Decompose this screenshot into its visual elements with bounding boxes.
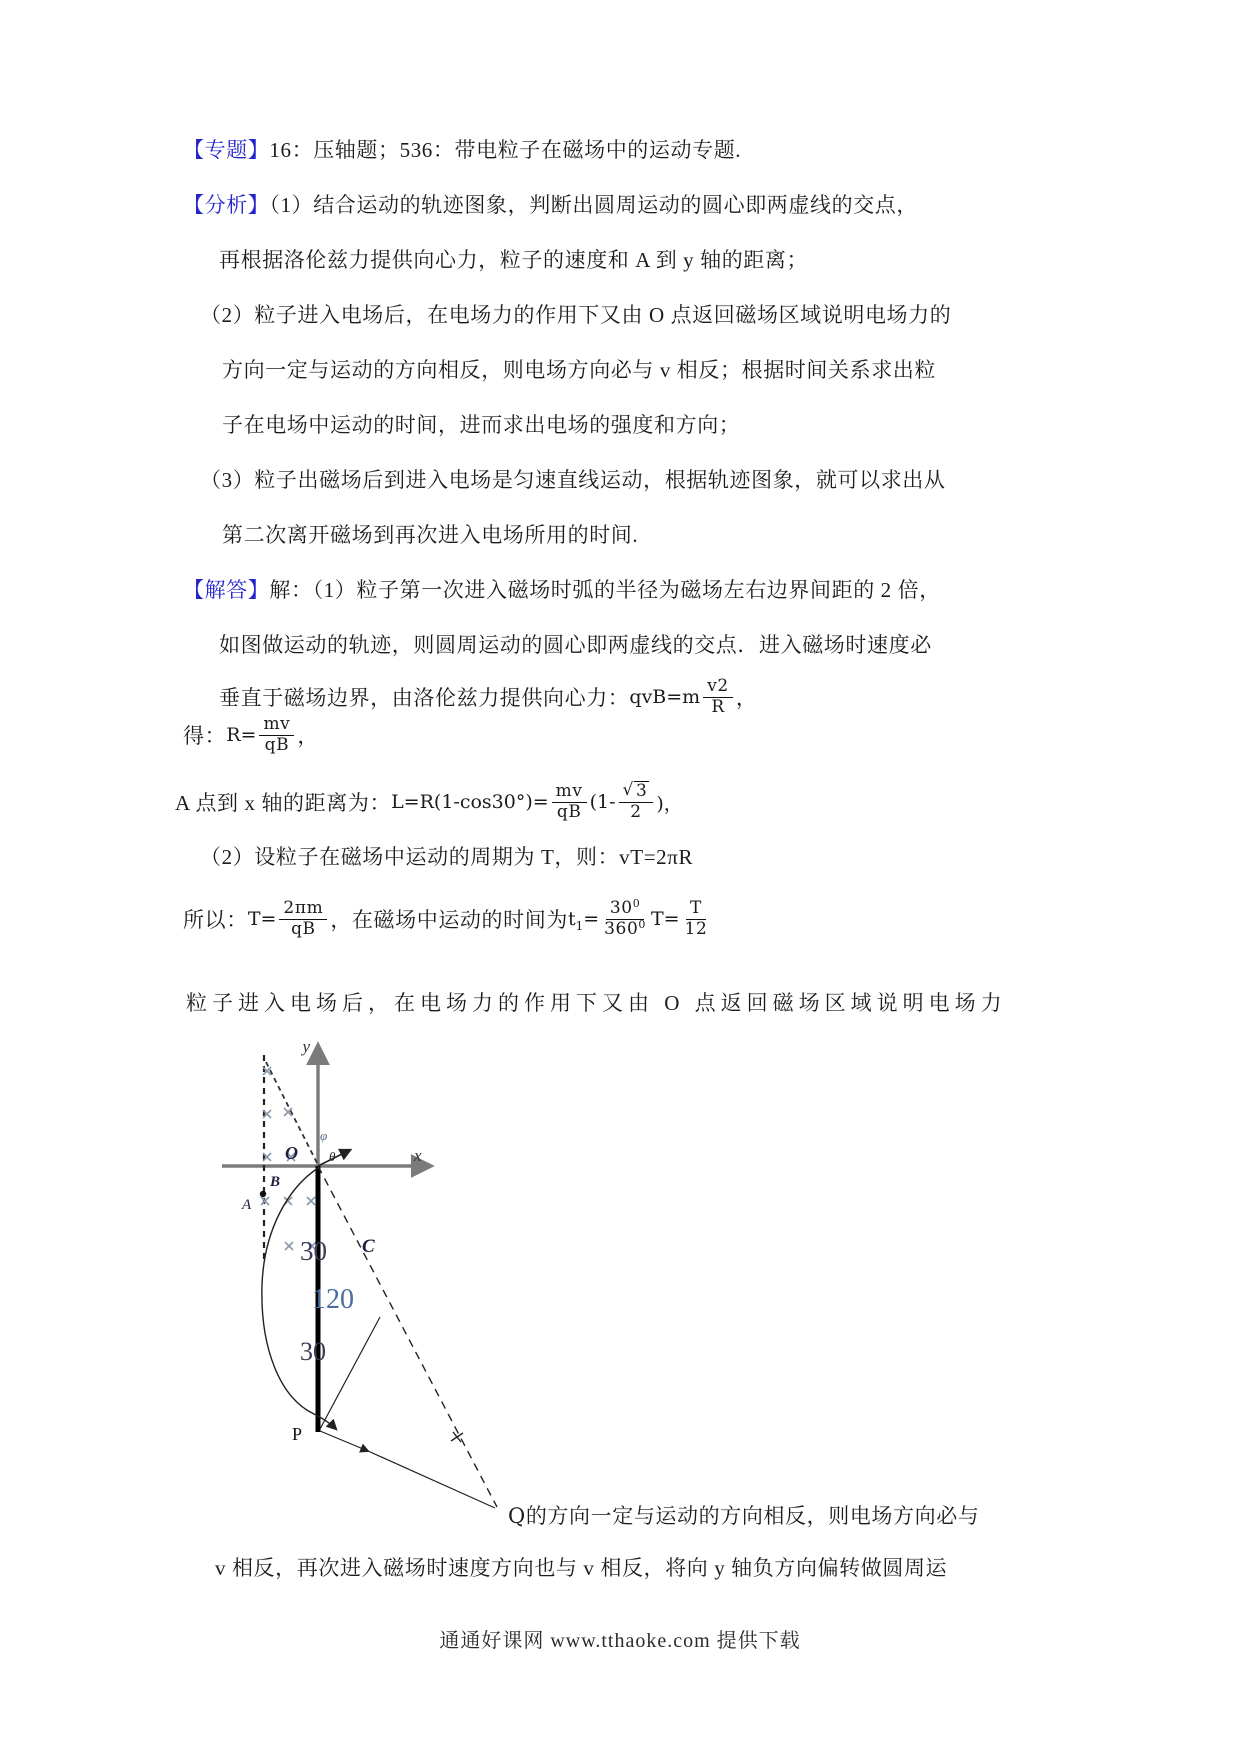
analysis-text-5: 子在电场中运动的时间，进而求出电场的强度和方向；	[222, 413, 741, 437]
phi-angle-label: φ	[320, 1128, 328, 1143]
answer-text-9: 粒子进入电场后，在电场力的作用下又由 O 点返回磁场区域说明电场力	[186, 991, 1007, 1015]
page-footer	[0, 1624, 1240, 1653]
comma: ，	[297, 724, 319, 748]
sqrt-symbol: √	[622, 780, 634, 801]
answer-label: 【解答】	[183, 578, 270, 602]
lorentz-pretext: 垂直于磁场边界，由洛伦兹力提供向心力：	[219, 686, 630, 710]
frac-den: R	[711, 696, 725, 717]
distance-pretext: A 点到 x 轴的距离为：	[175, 791, 392, 815]
frac-num: T	[686, 899, 706, 920]
paren-close: )，	[656, 792, 683, 815]
line-O-to-Q-dashed	[318, 1166, 497, 1507]
formula-line-period-setup	[200, 843, 693, 871]
last-body-line	[215, 1554, 947, 1582]
field-into-page-marker	[285, 1242, 293, 1250]
sqrt-radicand: 3	[635, 781, 648, 802]
footer-text: 通通好课网 www.tthaoke.com 提供下载	[439, 1630, 801, 1652]
fraction-T-12	[683, 899, 710, 939]
analysis-line-2	[219, 246, 808, 274]
radius-lhs: R=	[226, 724, 257, 746]
origin-label: O	[285, 1143, 298, 1163]
analysis-line-3	[200, 301, 951, 329]
analysis-line-1	[183, 191, 918, 219]
answer-text-2: 如图做运动的轨迹，则圆周运动的圆心即两虚线的交点．进入磁场时速度必	[219, 633, 932, 657]
time-midtext: ，在磁场中运动的时间为	[330, 908, 568, 932]
period-setup-text: （2）设粒子在磁场中运动的周期为 T，则：vT=2πR	[200, 845, 694, 869]
last-line-text: v 相反，再次进入磁场时速度方向也与 v 相反，将向 y 轴负方向偏转做圆周运	[215, 1556, 948, 1580]
answer-text-1: 解：（1）粒子第一次进入磁场时弧的半径为磁场左右边界间距的 2 倍，	[269, 578, 941, 602]
t-base: t	[567, 908, 576, 930]
answer-line-9	[186, 989, 1007, 1017]
time-lhs: T=	[247, 908, 277, 930]
tick-mark	[451, 1432, 463, 1442]
analysis-line-5	[222, 411, 740, 439]
frac-num: v2	[703, 677, 733, 698]
analysis-line-4	[222, 356, 936, 384]
t1-symbol	[567, 908, 600, 933]
frac-num: 2πm	[279, 899, 327, 920]
den-base: 360	[604, 918, 639, 939]
formula-line-time	[183, 890, 712, 948]
frac-num: mv	[259, 715, 294, 736]
analysis-text-2: 再根据洛伦兹力提供向心力，粒子的速度和 A 到 y 轴的距离；	[219, 248, 809, 272]
line-P-to-Q-arrow	[320, 1431, 368, 1451]
den-sup: 0	[638, 917, 646, 931]
analysis-text-3: （2）粒子进入电场后，在电场力的作用下又由 O 点返回磁场区域说明电场力的	[200, 303, 952, 327]
q-line-text: 的方向一定与运动的方向相反，则电场方向必与	[525, 1504, 980, 1528]
topic-label: 【专题】	[183, 138, 270, 162]
frac-den: 2	[630, 802, 642, 822]
answer-line-2	[219, 631, 932, 659]
paren-open: (1-	[589, 791, 616, 813]
point-C-label: C	[362, 1236, 375, 1257]
formula-line-radius	[183, 709, 319, 761]
analysis-text-1: （1）结合运动的轨迹图象，判断出圆周运动的圆心即两虚线的交点，	[269, 193, 919, 217]
fraction-2pim-qB	[279, 899, 327, 939]
point-A-dot	[260, 1191, 266, 1197]
fraction-mv-qB-2	[552, 782, 587, 822]
topic-body: 16：压轴题；536：带电粒子在磁场中的运动专题.	[269, 138, 742, 162]
point-B-label: B	[270, 1174, 281, 1190]
point-Q-label: Q	[508, 1504, 526, 1528]
analysis-text-7: 第二次离开磁场到再次进入电场所用的时间.	[222, 523, 639, 547]
analysis-label: 【分析】	[183, 193, 270, 217]
point-A-label: A	[242, 1197, 252, 1213]
angle-30-top: 30	[300, 1236, 327, 1266]
radius-pretext: 得：	[183, 724, 227, 748]
frac-num-30	[606, 896, 644, 920]
T-equals: T=	[651, 908, 680, 930]
analysis-line-6	[200, 466, 946, 494]
field-into-page-marker	[307, 1197, 315, 1205]
frac-den: qB	[264, 734, 290, 755]
num-base: 30	[609, 897, 633, 918]
frac-den-360	[602, 917, 648, 940]
line-P-to-Q	[368, 1451, 495, 1508]
comma: ，	[735, 686, 758, 710]
num-sup: 0	[632, 896, 641, 910]
frac-den: 12	[684, 918, 708, 939]
equals: =	[583, 908, 600, 930]
analysis-line-7	[222, 521, 638, 549]
topic-line	[183, 136, 741, 164]
q-continuation-line	[508, 1502, 979, 1530]
frac-num: mv	[552, 782, 587, 803]
fraction-v2-R	[703, 677, 733, 717]
answer-line-1	[183, 576, 941, 604]
fraction-30-360	[602, 896, 648, 939]
point-P-label: P	[292, 1424, 303, 1444]
distance-lhs: L=R(1-cos30°)=	[391, 791, 549, 813]
angle-30-bottom: 30	[300, 1337, 326, 1366]
trajectory-diagram	[200, 1030, 530, 1530]
formula-line-distance	[175, 774, 683, 830]
fraction-mv-qB	[259, 715, 294, 755]
fraction-sqrt3-2	[619, 781, 654, 822]
y-axis-label: y	[302, 1037, 310, 1056]
frac-den: qB	[556, 801, 582, 822]
t-subscript: 1	[575, 919, 584, 933]
lorentz-lhs: qvB=m	[629, 686, 701, 708]
analysis-text-4: 方向一定与运动的方向相反，则电场方向必与 v 相反；根据时间关系求出粒	[222, 358, 936, 382]
line-C-to-P	[320, 1317, 380, 1429]
frac-num-sqrt	[619, 781, 654, 803]
theta-angle-label: θ	[329, 1149, 336, 1164]
angle-120: 120	[312, 1284, 354, 1315]
frac-den: qB	[291, 918, 316, 939]
analysis-text-6: （3）粒子出磁场后到进入电场是匀速直线运动，根据轨迹图象，就可以求出从	[200, 468, 946, 492]
x-axis-label: x	[414, 1146, 422, 1165]
time-pretext: 所以：	[183, 908, 248, 932]
